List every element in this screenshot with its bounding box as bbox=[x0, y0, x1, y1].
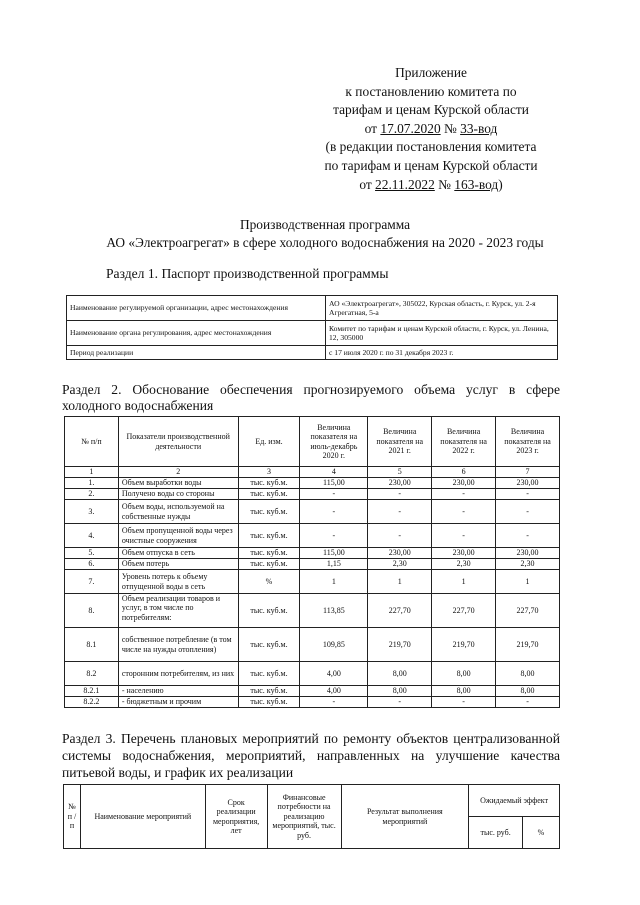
table-cell: Получено воды со стороны bbox=[118, 489, 238, 500]
amendment-number: 163-вод bbox=[454, 176, 499, 192]
passport-label: Период реализации bbox=[67, 346, 326, 360]
header-line: от 17.07.2020 № 33-вод bbox=[364, 120, 498, 136]
table-cell: - bbox=[300, 489, 368, 500]
table-cell: Объем выработки воды bbox=[118, 478, 238, 489]
table-cell: 7 bbox=[496, 467, 560, 478]
table-header-row bbox=[64, 785, 560, 817]
column-number-row bbox=[65, 467, 560, 478]
table-cell: Объем отпуска в сеть bbox=[118, 548, 238, 559]
table-cell: - bbox=[432, 500, 496, 524]
table-cell: тыс. куб.м. bbox=[238, 559, 300, 570]
passport-value: АО «Электроагрегат», 305022, Курская область, г. Курск, ул. 2-я Агрегатная, 5-а bbox=[326, 296, 558, 321]
section1-heading: Раздел 1. Паспорт производственной программы bbox=[106, 266, 389, 281]
passport-value: Комитет по тарифам и ценам Курской области, г. Курск, ул. Ленина, 12, 305000 bbox=[326, 321, 558, 346]
document-title: Производственная программа АО «Электроагрегат» в сфере холодного водоснабжения на 2020 - 2023 годы bbox=[106, 217, 544, 250]
table-row bbox=[67, 321, 558, 346]
table-cell: 6. bbox=[65, 559, 119, 570]
table-cell: - bbox=[368, 489, 432, 500]
table-cell: 230,00 bbox=[496, 478, 560, 489]
table-cell: 8.2 bbox=[65, 662, 119, 686]
table-cell: тыс. куб.м. bbox=[238, 662, 300, 686]
table-cell: 109,85 bbox=[300, 628, 368, 662]
table-cell: 8,00 bbox=[496, 662, 560, 686]
table-cell: 3 bbox=[238, 467, 300, 478]
column-header: № п / п bbox=[64, 785, 81, 849]
table-cell: 4,00 bbox=[300, 662, 368, 686]
table-cell: Объем пропущенной воды через очистные сооружения bbox=[118, 524, 238, 548]
table-cell: 8.1 bbox=[65, 628, 119, 662]
table-row bbox=[65, 500, 560, 524]
column-header: тыс. руб. bbox=[469, 817, 523, 849]
column-header: Величина показателя на 2022 г. bbox=[432, 417, 496, 467]
header-line: к постановлению комитета по bbox=[345, 83, 517, 99]
table-cell: тыс. куб.м. bbox=[238, 489, 300, 500]
table-row bbox=[65, 559, 560, 570]
table-cell: 3. bbox=[65, 500, 119, 524]
table-cell: тыс. куб.м. bbox=[238, 500, 300, 524]
table-cell: 8. bbox=[65, 594, 119, 628]
table-header-row bbox=[65, 417, 560, 467]
table-row bbox=[65, 478, 560, 489]
table-cell: 7. bbox=[65, 570, 119, 594]
decree-number: 33-вод bbox=[460, 120, 498, 136]
column-header: Финансовые потребности на реализацию мероприятий, тыс. руб. bbox=[267, 785, 341, 849]
table-cell: тыс. куб.м. bbox=[238, 697, 300, 708]
column-header: Величина показателя на 2023 г. bbox=[496, 417, 560, 467]
table-row bbox=[65, 686, 560, 697]
table-cell: - bbox=[432, 489, 496, 500]
table-row bbox=[65, 570, 560, 594]
passport-label: Наименование органа регулирования, адрес местонахождения bbox=[67, 321, 326, 346]
column-header: Результат выполнения мероприятий bbox=[341, 785, 469, 849]
header-line: тарифам и ценам Курской области bbox=[333, 102, 529, 118]
table-cell: 115,00 bbox=[300, 548, 368, 559]
table-cell: - bbox=[432, 697, 496, 708]
table-cell: 8,00 bbox=[368, 662, 432, 686]
table-cell: - bbox=[368, 500, 432, 524]
table-cell: 227,70 bbox=[368, 594, 432, 628]
table-cell: 115,00 bbox=[300, 478, 368, 489]
table-cell: 6 bbox=[432, 467, 496, 478]
table-cell: 2,30 bbox=[496, 559, 560, 570]
table-cell: Объем реализации товаров и услуг, в том числе по потребителям: bbox=[118, 594, 238, 628]
table-cell: 8.2.1 bbox=[65, 686, 119, 697]
header-line: от 22.11.2022 № 163-вод) bbox=[359, 176, 503, 192]
header-line: по тарифам и ценам Курской области bbox=[324, 157, 538, 173]
table-cell: 1. bbox=[65, 478, 119, 489]
column-header: Величина показателя на 2021 г. bbox=[368, 417, 432, 467]
table-cell: 227,70 bbox=[496, 594, 560, 628]
table-cell: - bbox=[496, 524, 560, 548]
table-cell: 2,30 bbox=[368, 559, 432, 570]
table-cell: 4 bbox=[300, 467, 368, 478]
passport-label: Наименование регулируемой организации, адрес местонахождения bbox=[67, 296, 326, 321]
table-cell: 5. bbox=[65, 548, 119, 559]
table-cell: 227,70 bbox=[432, 594, 496, 628]
table-cell: 8,00 bbox=[432, 686, 496, 697]
table-cell: тыс. куб.м. bbox=[238, 548, 300, 559]
column-header: Ожидаемый эффект bbox=[469, 785, 560, 817]
column-header: № п/п bbox=[65, 417, 119, 467]
table-row bbox=[65, 628, 560, 662]
table-cell: Объем воды, используемой на собственные нужды bbox=[118, 500, 238, 524]
table-cell: 1 bbox=[368, 570, 432, 594]
table-cell: 2,30 bbox=[432, 559, 496, 570]
table-cell: - bbox=[368, 697, 432, 708]
passport-value: с 17 июля 2020 г. по 31 декабря 2023 г. bbox=[326, 346, 558, 360]
table-cell: - bbox=[496, 697, 560, 708]
table-cell: 5 bbox=[368, 467, 432, 478]
table-cell: тыс. куб.м. bbox=[238, 686, 300, 697]
table-cell: - bbox=[300, 500, 368, 524]
table-cell: 113,85 bbox=[300, 594, 368, 628]
table-cell: 230,00 bbox=[368, 478, 432, 489]
table-cell: - bbox=[368, 524, 432, 548]
table-cell: 1 bbox=[496, 570, 560, 594]
table-cell: Объем потерь bbox=[118, 559, 238, 570]
table-cell: 230,00 bbox=[368, 548, 432, 559]
table-cell: 4,00 bbox=[300, 686, 368, 697]
table-cell: - бюджетным и прочим bbox=[118, 697, 238, 708]
table-cell: 219,70 bbox=[368, 628, 432, 662]
table-cell: - bbox=[300, 524, 368, 548]
table-cell: 1 bbox=[432, 570, 496, 594]
table-cell: % bbox=[238, 570, 300, 594]
table-cell: 230,00 bbox=[496, 548, 560, 559]
table-cell: 8,00 bbox=[368, 686, 432, 697]
header-line: Приложение bbox=[395, 65, 467, 80]
table-cell: 4. bbox=[65, 524, 119, 548]
table-row bbox=[67, 296, 558, 321]
table-cell: 8.2.2 bbox=[65, 697, 119, 708]
measures-table bbox=[63, 784, 560, 849]
table-cell: - bbox=[496, 489, 560, 500]
passport-table bbox=[66, 295, 558, 360]
table-cell: Уровень потерь к объему отпущенной воды в сеть bbox=[118, 570, 238, 594]
table-cell: 230,00 bbox=[432, 548, 496, 559]
table-row bbox=[65, 524, 560, 548]
amendment-date: 22.11.2022 bbox=[375, 176, 435, 192]
table-cell: тыс. куб.м. bbox=[238, 628, 300, 662]
table-row bbox=[65, 662, 560, 686]
table-cell: - населению bbox=[118, 686, 238, 697]
table-cell: - bbox=[496, 500, 560, 524]
table-cell: 219,70 bbox=[496, 628, 560, 662]
decree-date: 17.07.2020 bbox=[380, 120, 441, 136]
table-row bbox=[67, 346, 558, 360]
table-cell: собственное потребление (в том числе на нужды отопления) bbox=[118, 628, 238, 662]
table-row bbox=[65, 548, 560, 559]
table-cell: 219,70 bbox=[432, 628, 496, 662]
column-header: Величина показателя на июль-декабрь 2020 г. bbox=[300, 417, 368, 467]
column-header: Ед. изм. bbox=[238, 417, 300, 467]
table-cell: 8,00 bbox=[432, 662, 496, 686]
appendix-header bbox=[300, 64, 562, 194]
table-cell: 1 bbox=[300, 570, 368, 594]
table-cell: 1 bbox=[65, 467, 119, 478]
table-cell: 2. bbox=[65, 489, 119, 500]
section2-heading: Раздел 2. Обоснование обеспечения прогнозируемого объема услуг в сфере холодного водоснабжения bbox=[62, 382, 560, 413]
header-line: (в редакции постановления комитета bbox=[325, 139, 537, 155]
table-cell: тыс. куб.м. bbox=[238, 524, 300, 548]
column-header: Срок реализации мероприятия, лет bbox=[205, 785, 267, 849]
table-row bbox=[65, 697, 560, 708]
table-cell: - bbox=[300, 697, 368, 708]
table-cell: - bbox=[432, 524, 496, 548]
column-header: Показатели производственной деятельности bbox=[118, 417, 238, 467]
column-header: Наименование мероприятий bbox=[80, 785, 205, 849]
table-row bbox=[65, 489, 560, 500]
table-row bbox=[65, 594, 560, 628]
table-cell: тыс. куб.м. bbox=[238, 594, 300, 628]
table-cell: 8,00 bbox=[496, 686, 560, 697]
table-cell: тыс. куб.м. bbox=[238, 478, 300, 489]
section3-heading: Раздел 3. Перечень плановых мероприятий по ремонту объектов централизованной системы водоснабжения, мероприятий, направленных на улучшение качества питьевой воды, и график их реализации bbox=[62, 731, 560, 780]
column-header: % bbox=[523, 817, 560, 849]
table-cell: 2 bbox=[118, 467, 238, 478]
table-cell: 230,00 bbox=[432, 478, 496, 489]
table-cell: сторонним потребителям, из них bbox=[118, 662, 238, 686]
table-cell: 1,15 bbox=[300, 559, 368, 570]
indicators-table bbox=[64, 416, 560, 708]
